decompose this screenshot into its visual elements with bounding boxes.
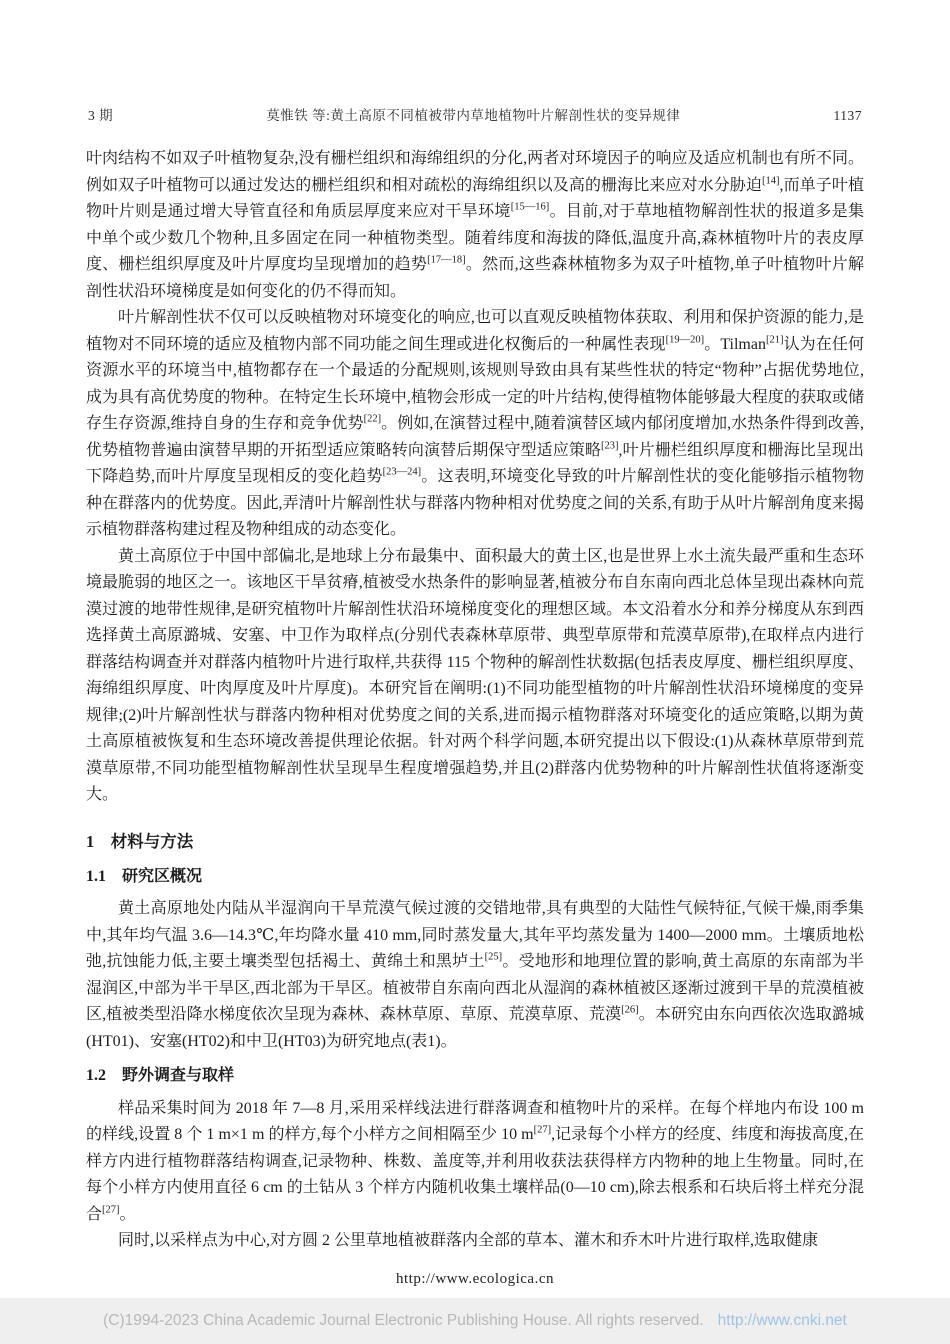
cnki-url-link[interactable]: http://www.cnki.net (717, 1312, 847, 1329)
paragraph-intro-continued: 叶肉结构不如双子叶植物复杂,没有栅栏组织和海绵组织的分化,两者对环境因子的响应及适应机制也有所不同。例如双子叶植物可以通过发达的栅栏组织和相对疏松的海绵组织以及高的栅海比来应对水分胁迫[14],而单子叶植物叶片则是通过增大导管直径和角质层厚度来应对干旱环境[15—16]。目前,对于草地植物解剖性状的报道多是集中单个或少数几个物种,且多固定在同一种植物类型。随着纬度和海拔的降低,温度升高,森林植物叶片的表皮厚度、栅栏组织厚度及叶片厚度均呈现增加的趋势[17—18]。然而,这些森林植物多为双子叶植物,单子叶植物叶片解剖性状沿环境梯度是如何变化的仍不得而知。 (86, 150, 864, 300)
subsection-heading-study-area: 1.1 研究区概况 (86, 867, 203, 885)
paragraph-leaf-traits: 叶片解剖性状不仅可以反映植物对环境变化的响应,也可以直观反映植物体获取、利用和保护资源的能力,是植物对不同环境的适应及植物内部不同功能之间生理或进化权衡后的一种属性表现[19—20]。Tilman[21]认为在任何资源水平的环境当中,植物都存在一个最适的分配规则,该规则导致由具有某些性状的特定“物种”占据优势地位,成为具有高优势度的物种。在特定生长环境中,植物会形成一定的叶片结构,使得植物体能够最大程度的获取或储存生存资源,维持自身的生存和竞争优势[22]。例如,在演替过程中,随着演替区域内郁闭度增加,水热条件得到改善,优势植物普遍由演替早期的开拓型适应策略转向演替后期保守型适应策略[23],叶片栅栏组织厚度和栅海比呈现出下降趋势,而叶片厚度呈现相反的变化趋势[23—24]。这表明,环境变化导致的叶片解剖性状的变化能够指示植物物种在群落内的优势度。因此,弄清叶片解剖性状与群落内物种相对优势度之间的关系,有助于从叶片解剖角度来揭示植物群落构建过程及物种组成的动态变化。 (86, 309, 864, 538)
paper-body (0, 146, 950, 1255)
section-heading-methods: 1 材料与方法 (86, 831, 194, 851)
page-header (0, 104, 950, 124)
journal-url-link[interactable]: http://www.ecologica.cn (396, 1271, 554, 1287)
paragraph-sampling-1: 样品采集时间为 2018 年 7—8 月,采用采样线法进行群落调查和植物叶片的采样。在每个样地内布设 100 m 的样线,设置 8 个 1 m×1 m 的样方,每个小样方之间相隔至少 10 m[27],记录每个小样方的经度、纬度和海拔高度,在样方内进行植物群落结构调查,记录物种、株数、盖度等,并利用收获法获得样方内物种的地上生物量。同时,在每个小样方内使用直径 6 cm 的土钻从 3 个样方内随机收集土壤样品(0—10 cm),除去根系和石块后将土样充分混合[27]。 (86, 1099, 864, 1223)
running-title: 莫惟铁 等:黄土高原不同植被带内草地植物叶片解剖性状的变异规律 (266, 108, 681, 123)
paragraph-loess-plateau: 黄土高原位于中国中部偏北,是地球上分布最集中、面积最大的黄土区,也是世界上水土流失最严重和生态环境最脆弱的地区之一。该地区干旱贫瘠,植被受水热条件的影响显著,植被分布自东南向西北总体呈现出森林向荒漠过渡的地带性规律,是研究植物叶片解剖性状沿环境梯度变化的理想区域。本文沿着水分和养分梯度从东到西选择黄土高原潞城、安塞、中卫作为取样点(分别代表森林草原带、典型草原带和荒漠草原带),在取样点内进行群落结构调查并对群落内植物叶片进行取样,共获得 115 个物种的解剖性状数据(包括表皮厚度、栅栏组织厚度、海绵组织厚度、叶肉厚度及叶片厚度)。本研究旨在阐明:(1)不同功能型植物的叶片解剖性状沿环境梯度的变异规律;(2)叶片解剖性状与群落内物种相对优势度之间的关系,进而揭示植物群落对环境变化的适应策略,以期为黄土高原植被恢复和生态环境改善提供理论依据。针对两个科学问题,本研究提出以下假设:(1)从森林草原带到荒漠草原带,不同功能型植物解剖性状呈现旱生程度增强趋势,并且(2)群落内优势物种的叶片解剖性状值将逐渐变大。 (86, 547, 864, 803)
paragraph-study-area: 黄土高原地处内陆从半湿润向干旱荒漠气候过渡的交错地带,具有典型的大陆性气候特征,气候干燥,雨季集中,其年均气温 3.6—14.3℃,年均降水量 410 mm,同时蒸发量大,其年平均蒸发量为 1400—2000 mm。土壤质地松弛,抗蚀能力低,主要土壤类型包括褐土、黄绵土和黑垆土[25]。受地形和地理位置的影响,黄土高原的东南部为半湿润区,中部为半干旱区,西北部为干旱区。植被带自东南向西北从湿润的森林植被区逐渐过渡到干旱的荒漠植被区,植被类型沿降水梯度依次呈现为森林、森林草原、草原、荒漠草原、荒漠[26]。本研究由东向西依次选取潞城(HT01)、安塞(HT02)和中卫(HT03)为研究地点(表1)。 (86, 900, 864, 1050)
page-number: 1137 (833, 108, 862, 123)
paragraph-sampling-2: 同时,以采样点为中心,对方圆 2 公里草地植被群落内全部的草本、灌木和乔木叶片进行取样,选取健康 (118, 1232, 819, 1250)
journal-issue: 3 期 (88, 108, 114, 123)
copyright-bar (0, 1298, 950, 1344)
copyright-text: (C)1994-2023 China Academic Journal Electronic Publishing House. All rights reserved. (103, 1312, 704, 1329)
subsection-heading-sampling: 1.2 野外调查与取样 (86, 1067, 235, 1085)
journal-url-footer (0, 1271, 950, 1288)
